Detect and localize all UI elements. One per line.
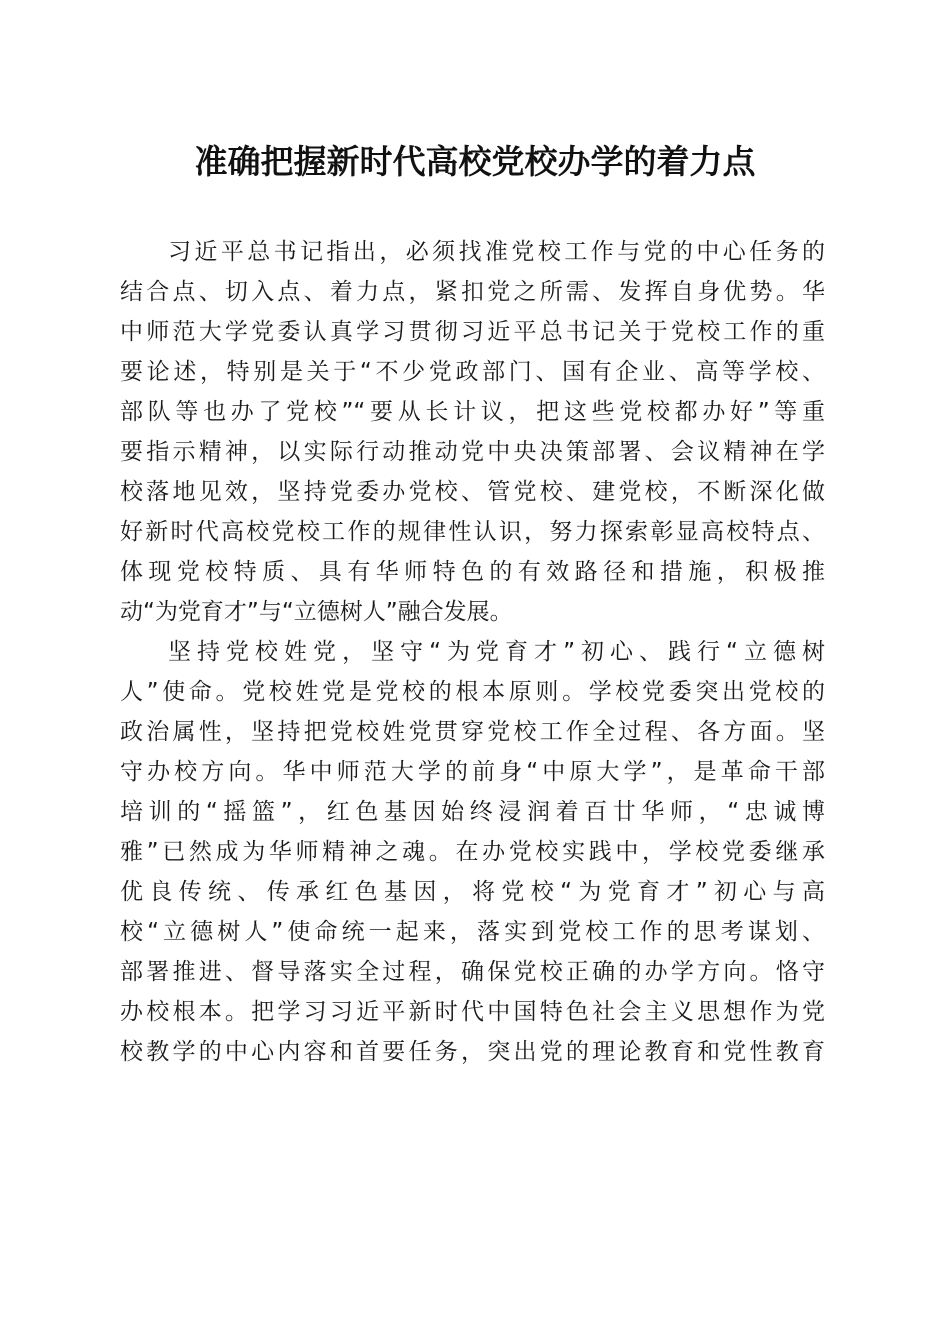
text-line: 校“立德树人”使命统一起来，落实到党校工作的思考谋划、 [120,919,825,945]
text-line: 优良传统、传承红色基因，将党校“为党育才”初心与高 [120,879,825,905]
text-line: 守办校方向。华中师范大学的前身“中原大学”，是革命干部 [120,759,825,785]
text-line: 人”使命。党校姓党是党校的根本原则。学校党委突出党校的 [120,679,825,705]
text-line: 要论述，特别是关于“不少党政部门、国有企业、高等学校、 [120,359,825,385]
text-line: 中师范大学党委认真学习贯彻习近平总书记关于党校工作的重 [120,319,825,345]
text-line: 要指示精神，以实际行动推动党中央决策部署、会议精神在学 [120,439,825,465]
text-line: 校教学的中心内容和首要任务，突出党的理论教育和党性教育 [120,1039,825,1065]
text-line: 培训的“摇篮”，红色基因始终浸润着百廿华师，“忠诚博 [120,799,825,825]
text-line: 坚持党校姓党，坚守“为党育才”初心、践行“立德树 [168,639,825,665]
text-line: 体现党校特质、具有华师特色的有效路径和措施，积极推 [120,559,825,585]
text-line: 结合点、切入点、着力点，紧扣党之所需、发挥自身优势。华 [120,279,825,305]
text-line: 雅”已然成为华师精神之魂。在办党校实践中，学校党委继承 [120,839,825,865]
text-line: 习近平总书记指出，必须找准党校工作与党的中心任务的 [168,239,825,265]
text-line: 校落地见效，坚持党委办党校、管党校、建党校，不断深化做 [120,479,825,505]
text-line: 部署推进、督导落实全过程，确保党校正确的办学方向。恪守 [120,959,825,985]
document-body [120,232,825,1072]
document-title: 准确把握新时代高校党校办学的着力点 [194,142,756,181]
text-line: 好新时代高校党校工作的规律性认识，努力探索彰显高校特点、 [120,519,825,545]
text-line: 办校根本。把学习习近平新时代中国特色社会主义思想作为党 [120,999,825,1025]
text-line: 政治属性，坚持把党校姓党贯穿党校工作全过程、各方面。坚 [120,719,825,745]
text-line: 部队等也办了党校”“要从长计议，把这些党校都办好”等重 [120,399,825,425]
text-line: 动“为党育才”与“立德树人”融合发展。 [120,599,513,625]
